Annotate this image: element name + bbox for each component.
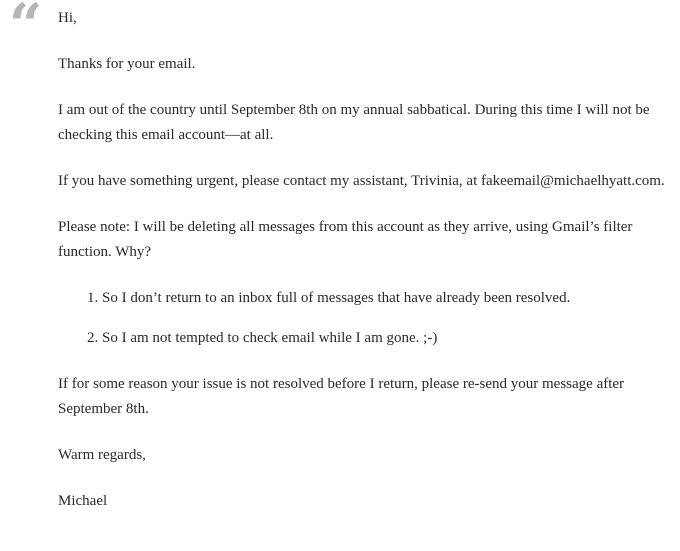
paragraph-out-of-country: I am out of the country until September 8th on my annual sabbatical. During this time I will not be checking this email account—at all.	[58, 102, 650, 143]
paragraph-urgent-contact: If you have something urgent, please contact my assistant, Trivinia, at fakeemail@michaelhyatt.com.	[58, 173, 665, 189]
quote-mark-icon: “	[9, 0, 43, 59]
paragraph-thanks: Thanks for your email.	[58, 56, 196, 72]
reason-item: 1. So I don’t return to an inbox full of messages that have already been resolved.	[102, 286, 670, 311]
signoff: Warm regards,	[58, 447, 146, 463]
reasons-list	[58, 286, 670, 351]
greeting: Hi,	[58, 10, 77, 26]
signature: Michael	[58, 493, 108, 509]
email-body	[58, 6, 670, 514]
reason-item: 2. So I am not tempted to check email while I am gone. ;-)	[102, 326, 670, 351]
paragraph-deleting-note: Please note: I will be deleting all messages from this account as they arrive, using Gmail’s filter function. Why?	[58, 219, 633, 260]
paragraph-resend: If for some reason your issue is not resolved before I return, please re-send your message after September 8th.	[58, 376, 625, 417]
